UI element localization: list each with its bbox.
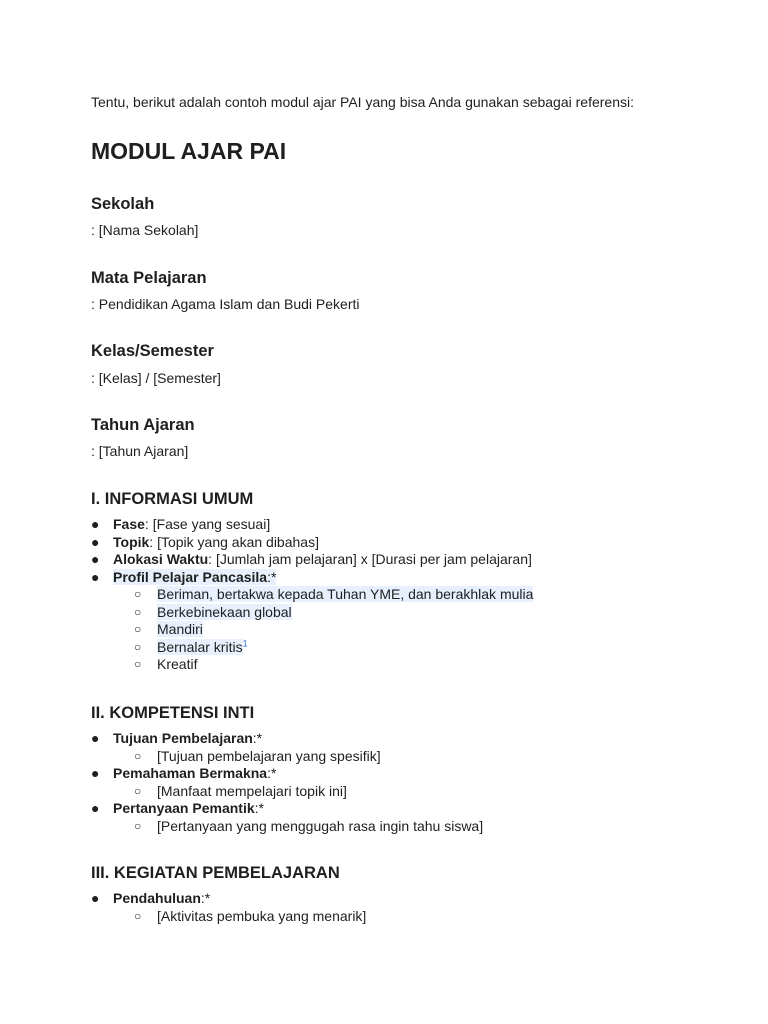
item-text: :* bbox=[267, 568, 277, 585]
page-title: MODUL AJAR PAI bbox=[91, 138, 287, 164]
sublist-item bbox=[113, 818, 483, 836]
sublist-item bbox=[113, 908, 366, 926]
sublist-item bbox=[113, 783, 483, 801]
item-text: :* bbox=[252, 730, 263, 746]
circle-bullet-icon: ○ bbox=[134, 818, 142, 833]
sublist-item bbox=[113, 639, 533, 657]
list-item bbox=[91, 765, 483, 800]
circle-bullet-icon: ○ bbox=[134, 748, 142, 763]
item-label: Pertanyaan Pemantik bbox=[113, 800, 255, 816]
sub-item-text: Berkebinekaan global bbox=[157, 603, 292, 620]
list-item bbox=[91, 516, 533, 534]
circle-bullet-icon: ○ bbox=[134, 908, 142, 923]
list-informasi-umum bbox=[91, 516, 533, 674]
item-label: Topik bbox=[113, 533, 150, 550]
bullet-icon: ● bbox=[91, 533, 100, 550]
footnote-link[interactable]: 1 bbox=[242, 637, 248, 648]
list-item bbox=[91, 800, 483, 835]
sublist-item bbox=[113, 656, 533, 674]
field-value-sekolah: : [Nama Sekolah] bbox=[91, 222, 199, 238]
circle-bullet-icon: ○ bbox=[134, 783, 142, 798]
sub-item-text: Kreatif bbox=[157, 656, 198, 672]
item-text: :* bbox=[200, 890, 211, 906]
bullet-icon: ● bbox=[91, 765, 100, 781]
list-item bbox=[91, 890, 366, 925]
bullet-icon: ● bbox=[91, 568, 100, 585]
bullet-icon: ● bbox=[91, 800, 100, 816]
circle-bullet-icon: ○ bbox=[134, 622, 142, 636]
bullet-icon: ● bbox=[91, 890, 100, 906]
bullet-icon: ● bbox=[91, 551, 100, 567]
item-text: : [Topik yang akan dibahas] bbox=[149, 533, 319, 550]
sublist-item bbox=[113, 748, 483, 766]
list-item bbox=[91, 551, 533, 569]
bullet-icon: ● bbox=[91, 730, 100, 746]
list-item bbox=[91, 569, 533, 674]
item-label: Pendahuluan bbox=[113, 890, 201, 906]
field-label-kelas-semester: Kelas/Semester bbox=[91, 342, 214, 360]
field-value-kelas-semester: : [Kelas] / [Semester] bbox=[91, 370, 221, 386]
field-value-tahun-ajaran: : [Tahun Ajaran] bbox=[91, 443, 189, 459]
sub-item-text: [Aktivitas pembuka yang menarik] bbox=[157, 907, 367, 924]
sub-item-text: Mandiri bbox=[157, 621, 203, 637]
sublist-item bbox=[113, 604, 533, 622]
list-kegiatan-pembelajaran bbox=[91, 890, 366, 925]
list-item bbox=[91, 730, 483, 765]
list-item bbox=[91, 534, 533, 552]
sublist-item bbox=[113, 586, 533, 604]
field-value-mata-pelajaran: : Pendidikan Agama Islam dan Budi Pekerti bbox=[91, 296, 360, 312]
section-title-informasi-umum: I. INFORMASI UMUM bbox=[91, 490, 254, 508]
field-label-tahun-ajaran: Tahun Ajaran bbox=[91, 416, 195, 434]
section-title-kompetensi-inti: II. KOMPETENSI INTI bbox=[91, 704, 255, 722]
circle-bullet-icon: ○ bbox=[134, 639, 142, 654]
field-label-sekolah: Sekolah bbox=[91, 195, 155, 213]
item-label: Profil Pelajar Pancasila bbox=[113, 568, 268, 585]
sublist bbox=[113, 908, 366, 926]
sublist bbox=[113, 783, 483, 801]
circle-bullet-icon: ○ bbox=[134, 604, 142, 619]
sublist bbox=[113, 818, 483, 836]
sub-item-text: [Manfaat mempelajari topik ini] bbox=[157, 782, 347, 799]
item-text: :* bbox=[254, 800, 264, 816]
field-label-mata-pelajaran: Mata Pelajaran bbox=[91, 269, 207, 287]
sublist-item bbox=[113, 621, 533, 639]
circle-bullet-icon: ○ bbox=[134, 587, 142, 601]
sub-item-text: [Pertanyaan yang menggugah rasa ingin tahu siswa] bbox=[157, 817, 484, 834]
sub-item-text: [Tujuan pembelajaran yang spesifik] bbox=[157, 747, 381, 764]
item-text: :* bbox=[267, 765, 277, 781]
bullet-icon: ● bbox=[91, 516, 100, 532]
item-label: Alokasi Waktu bbox=[113, 551, 209, 567]
sub-item-text: Beriman, bertakwa kepada Tuhan YME, dan berakhlak mulia bbox=[157, 586, 534, 602]
item-text: : [Jumlah jam pelajaran] x [Durasi per jam pelajaran] bbox=[208, 551, 532, 567]
circle-bullet-icon: ○ bbox=[134, 657, 142, 671]
item-label: Tujuan Pembelajaran bbox=[113, 730, 253, 746]
item-label: Fase bbox=[113, 516, 145, 532]
list-kompetensi-inti bbox=[91, 730, 483, 835]
section-title-kegiatan-pembelajaran: III. KEGIATAN PEMBELAJARAN bbox=[91, 864, 340, 882]
intro-text: Tentu, berikut adalah contoh modul ajar PAI yang bisa Anda gunakan sebagai referensi: bbox=[91, 94, 634, 110]
sublist bbox=[113, 748, 483, 766]
item-text: : [Fase yang sesuai] bbox=[144, 516, 271, 532]
sub-item-text: Bernalar kritis bbox=[157, 638, 243, 655]
item-label: Pemahaman Bermakna bbox=[113, 765, 268, 781]
sublist-profil-pelajar bbox=[113, 586, 533, 674]
